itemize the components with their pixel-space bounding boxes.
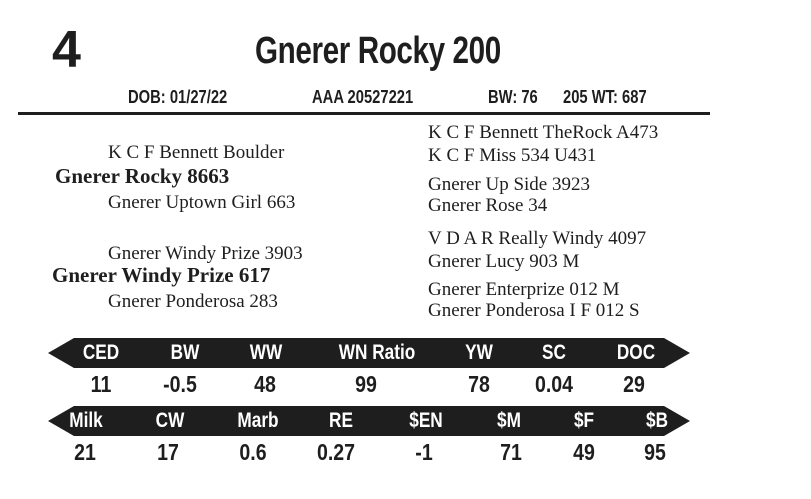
sire-dam-sire: Gnerer Up Side 3923 xyxy=(428,174,590,195)
epd-header-doc: DOC xyxy=(616,341,656,364)
epd-header-yw: YW xyxy=(465,341,493,364)
header-divider xyxy=(18,112,710,115)
sire-sire-sire: K C F Bennett TheRock A473 xyxy=(428,122,659,143)
epd-value-bw: -0.5 xyxy=(163,371,197,397)
epd-value-en: -1 xyxy=(415,439,433,465)
dam: Gnerer Windy Prize 617 xyxy=(52,263,271,287)
epd-header-cw: CW xyxy=(155,409,185,432)
dam-sire-dam: Gnerer Lucy 903 M xyxy=(428,251,580,272)
animal-name: Gnerer Rocky 200 xyxy=(255,30,501,72)
dam-dam-dam: Gnerer Ponderosa I F 012 S xyxy=(428,300,640,321)
epd-value-milk: 21 xyxy=(74,439,96,465)
epd-value-re: 0.27 xyxy=(316,439,356,465)
epd-value-yw: 78 xyxy=(468,371,490,397)
epd-value-marb: 0.6 xyxy=(239,439,267,465)
epd-header-sc: SC xyxy=(542,341,566,364)
epd-value-doc: 29 xyxy=(623,371,645,397)
sire-sire: K C F Bennett Boulder xyxy=(108,142,285,163)
sire-dam: Gnerer Uptown Girl 663 xyxy=(108,192,296,213)
dam-sire-sire: V D A R Really Windy 4097 xyxy=(428,228,647,249)
weaning-weight-205: 205 WT: 687 xyxy=(563,87,647,107)
epd-header-en: $EN xyxy=(409,409,443,432)
epd-header-marb: Marb xyxy=(237,409,279,432)
lot-number: 4 xyxy=(52,21,81,79)
epd-header-re: RE xyxy=(329,409,353,432)
epd-value-cw: 17 xyxy=(157,439,179,465)
sire-dam-dam: Gnerer Rose 34 xyxy=(428,195,548,216)
epd-header-wn-ratio: WN Ratio xyxy=(338,341,416,364)
sire: Gnerer Rocky 8663 xyxy=(55,164,230,188)
birth-weight: BW: 76 xyxy=(488,87,538,107)
registration-number: AAA 20527221 xyxy=(312,87,414,107)
epd-header-milk: Milk xyxy=(69,409,103,432)
epd-header-ced: CED xyxy=(82,341,120,364)
epd-header-m: $M xyxy=(497,409,521,432)
epd-header-bw: BW xyxy=(170,341,200,364)
epd-value-ced: 11 xyxy=(90,371,112,397)
epd-value-b: 95 xyxy=(644,439,666,465)
dob: DOB: 01/27/22 xyxy=(128,87,228,107)
epd-value-f: 49 xyxy=(573,439,595,465)
dam-dam: Gnerer Ponderosa 283 xyxy=(108,291,278,312)
epd-header-f: $F xyxy=(573,409,595,432)
epd-header-ww: WW xyxy=(249,341,283,364)
dam-sire: Gnerer Windy Prize 3903 xyxy=(108,243,303,264)
epd-value-wn-ratio: 99 xyxy=(355,371,377,397)
sire-sire-dam: K C F Miss 534 U431 xyxy=(428,145,597,166)
epd-value-ww: 48 xyxy=(254,371,276,397)
epd-value-m: 71 xyxy=(500,439,522,465)
dam-dam-sire: Gnerer Enterprize 012 M xyxy=(428,279,620,300)
epd-value-sc: 0.04 xyxy=(534,371,574,397)
epd-header-b: $B xyxy=(645,409,669,432)
